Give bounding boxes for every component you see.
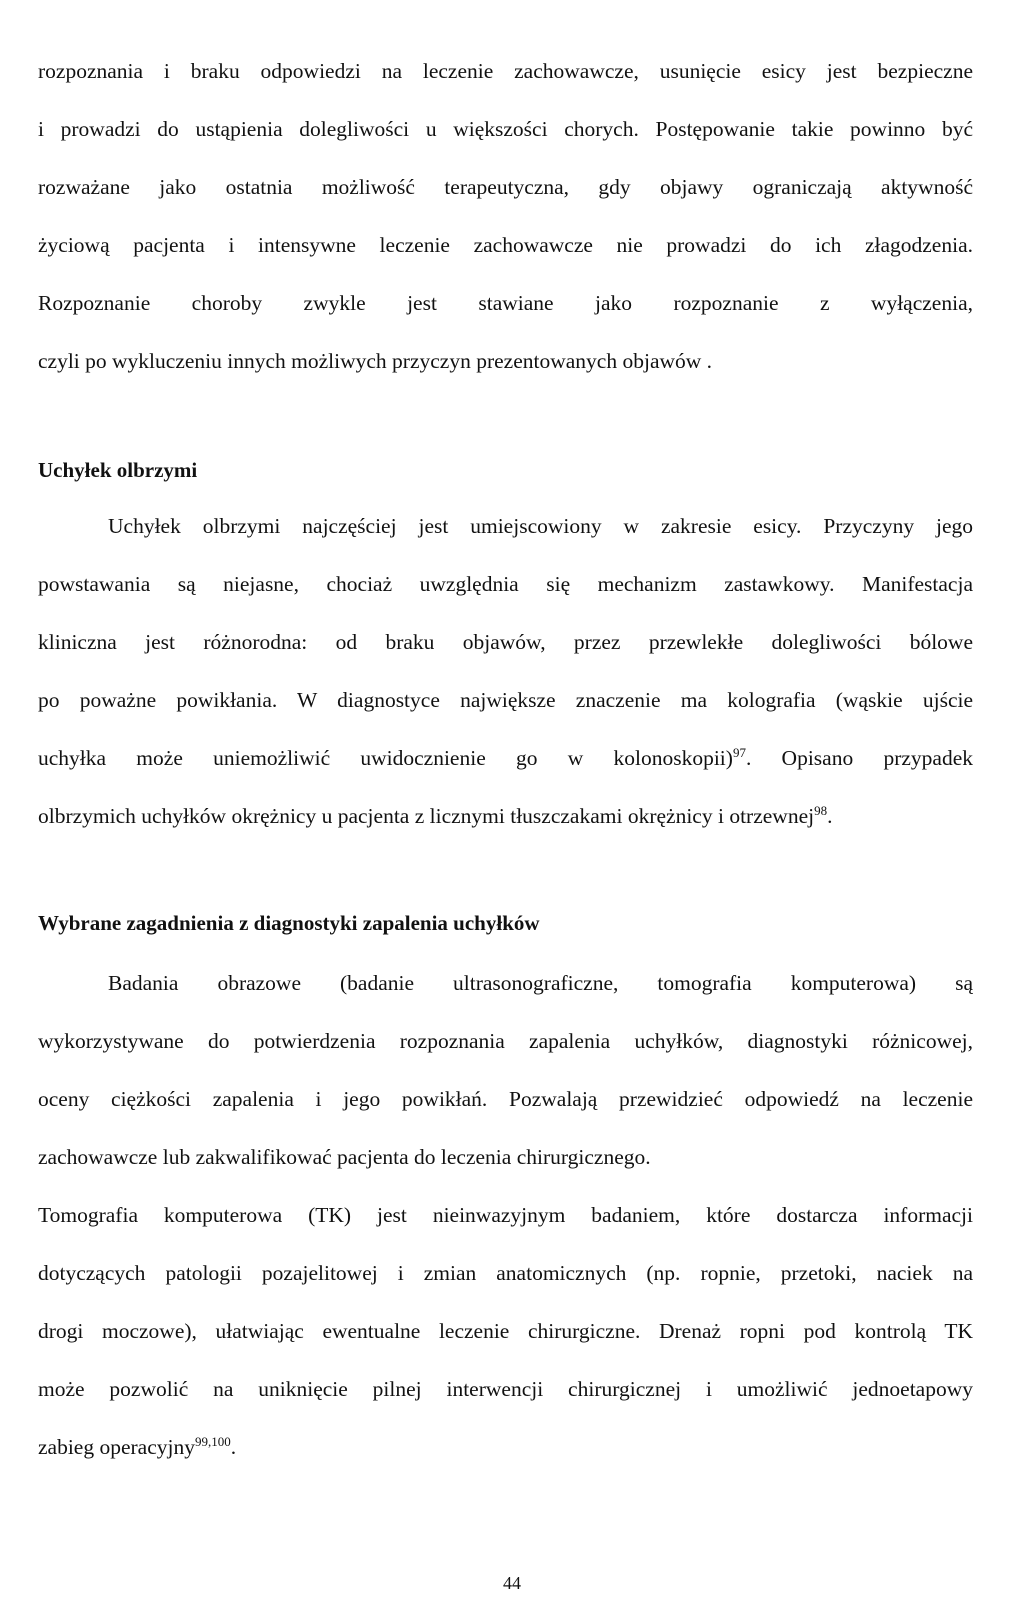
paragraph-line: może pozwolić na uniknięcie pilnej interwencji chirurgicznej i umożliwić jednoetapowy (38, 1377, 973, 1401)
paragraph-line: po poważne powikłania. W diagnostyce największe znaczenie ma kolografia (wąskie ujście (38, 688, 973, 712)
paragraph-line (38, 1432, 973, 1462)
line-text: . (230, 1435, 237, 1459)
line-text: . Opisano przypadek (745, 746, 973, 770)
paragraph-line: Badania obrazowe (badanie ultrasonograficzne, tomografia komputerowa) są (108, 971, 973, 995)
paragraph-line: i prowadzi do ustąpienia dolegliwości u większości chorych. Postępowanie takie powinno być (38, 117, 973, 141)
paragraph-line: Tomografia komputerowa (TK) jest nieinwazyjnym badaniem, które dostarcza informacji (38, 1203, 973, 1227)
paragraph-line: Uchyłek olbrzymi najczęściej jest umiejscowiony w zakresie esicy. Przyczyny jego (108, 514, 973, 538)
paragraph-line: zachowawcze lub zakwalifikować pacjenta do leczenia chirurgicznego. (38, 1145, 651, 1169)
footnote-ref: 97 (732, 744, 746, 760)
paragraph-line: drogi moczowe), ułatwiając ewentualne leczenie chirurgiczne. Drenaż ropni pod kontrolą TK (38, 1319, 973, 1343)
line-text: zabieg operacyjny (38, 1435, 195, 1459)
line-text: . (827, 804, 833, 828)
paragraph-line: czyli po wykluczeniu innych możliwych przyczyn prezentowanych objawów . (38, 349, 713, 373)
paragraph-line: dotyczących patologii pozajelitowej i zmian anatomicznych (np. ropnie, przetoki, naciek na (38, 1261, 973, 1285)
footnote-ref: 99,100 (195, 1433, 231, 1449)
footnote-ref: 98 (814, 802, 828, 818)
line-text: uchyłka może uniemożliwić uwidocznienie go w kolonoskopii) (38, 746, 733, 770)
paragraph-line (38, 743, 973, 773)
paragraph-line: Rozpoznanie choroby zwykle jest stawiane jako rozpoznanie z wyłączenia, (38, 291, 973, 315)
paragraph-line: oceny ciężkości zapalenia i jego powikłań. Pozwalają przewidzieć odpowiedź na leczenie (38, 1087, 973, 1111)
paragraph-line: powstawania są niejasne, chociaż uwzględnia się mechanizm zastawkowy. Manifestacja (38, 572, 973, 596)
section-heading: Wybrane zagadnienia z diagnostyki zapalenia uchyłków (38, 911, 540, 935)
paragraph-line: rozważane jako ostatnia możliwość terapeutyczna, gdy objawy ograniczają aktywność (38, 175, 973, 199)
paragraph-line (38, 801, 973, 831)
page-number: 44 (503, 1573, 521, 1593)
line-text: olbrzymich uchyłków okrężnicy u pacjenta z licznymi tłuszczakami okrężnicy i otrzewnej (38, 804, 815, 828)
document-page (38, 0, 973, 1602)
paragraph-line: rozpoznania i braku odpowiedzi na leczenie zachowawcze, usunięcie esicy jest bezpieczne (38, 59, 973, 83)
paragraph-line: życiową pacjenta i intensywne leczenie zachowawcze nie prowadzi do ich złagodzenia. (38, 233, 973, 257)
paragraph-line: kliniczna jest różnorodna: od braku objawów, przez przewlekłe dolegliwości bólowe (38, 630, 973, 654)
paragraph-line: wykorzystywane do potwierdzenia rozpoznania zapalenia uchyłków, diagnostyki różnicowej, (38, 1029, 973, 1053)
section-heading: Uchyłek olbrzymi (38, 458, 198, 482)
